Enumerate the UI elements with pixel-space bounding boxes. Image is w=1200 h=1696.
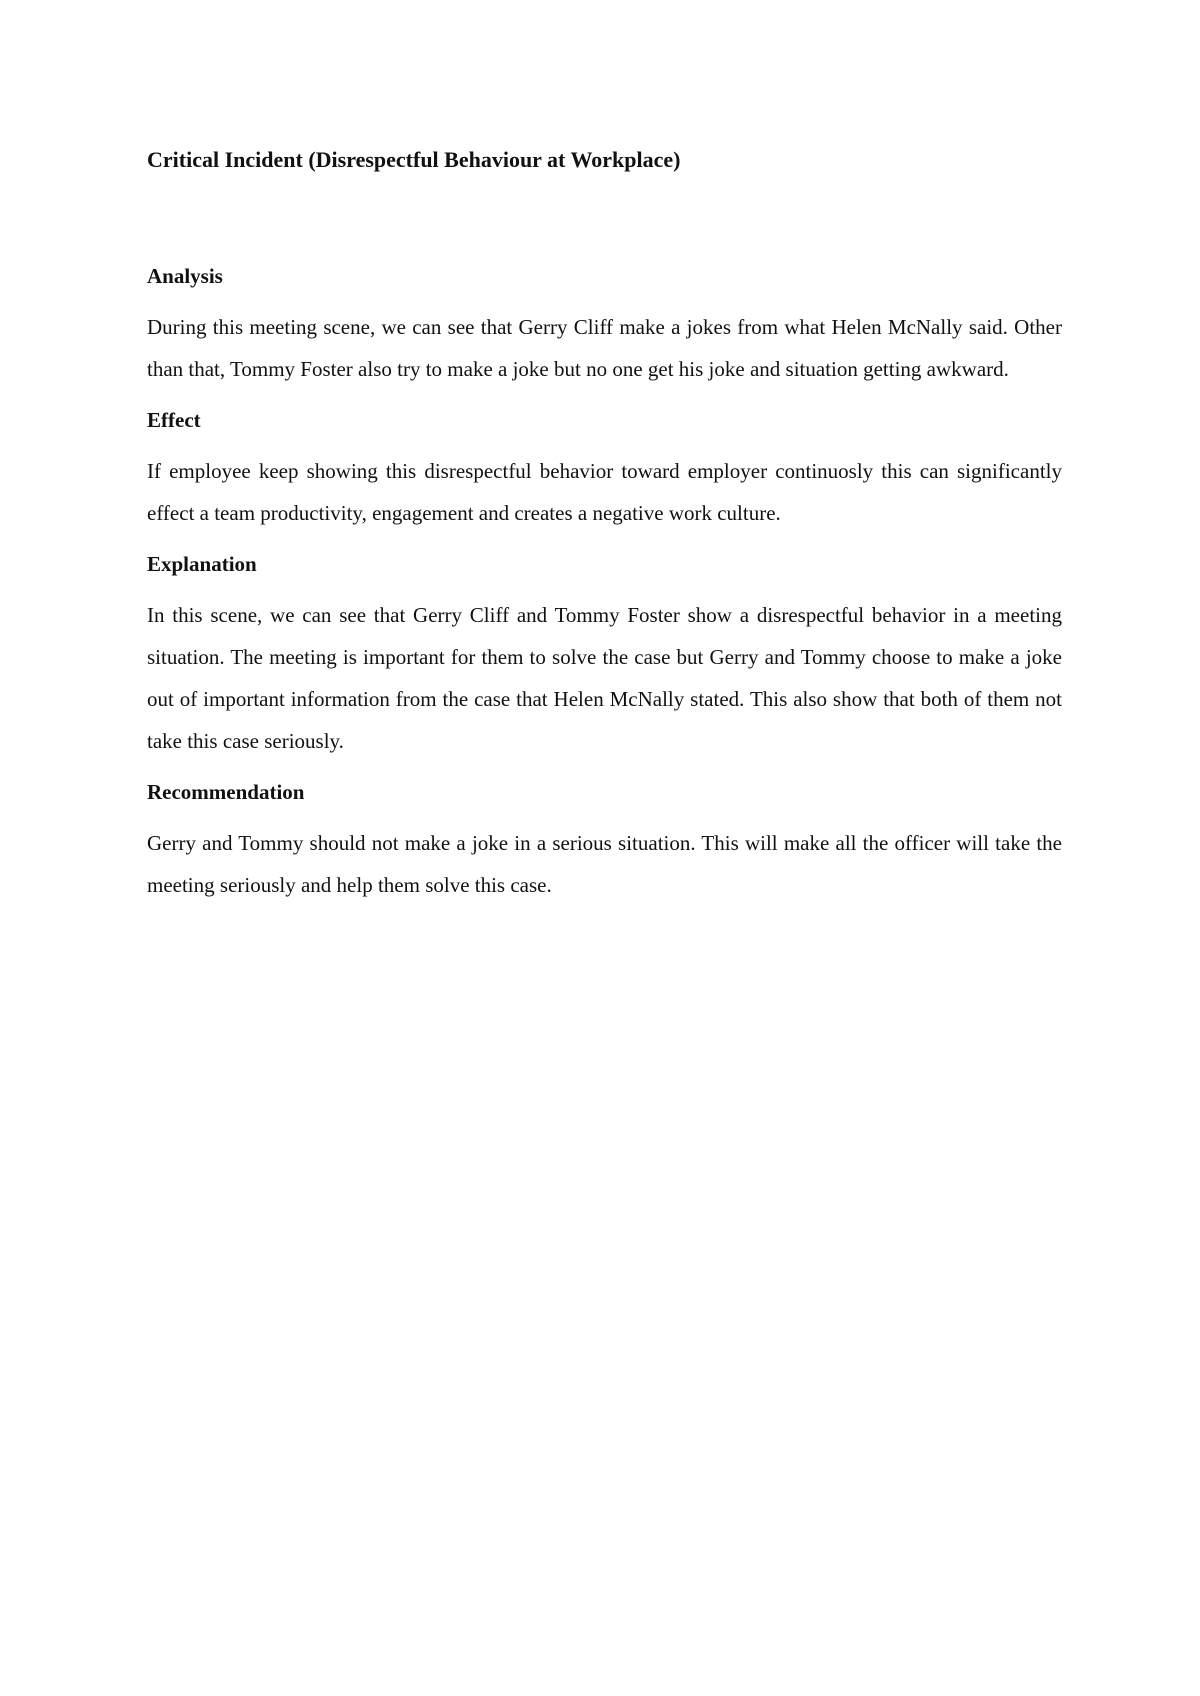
document-title: Critical Incident (Disrespectful Behaviour at Workplace) [147,147,681,172]
section-body-effect: If employee keep showing this disrespectful behavior toward employer continuosly this can significantly effect a team productivity, engagement and creates a negative work culture. [147,459,1062,525]
section-heading-recommendation: Recommendation [147,780,305,804]
section-heading-effect: Effect [147,408,201,432]
section-body-explanation: In this scene, we can see that Gerry Cliff and Tommy Foster show a disrespectful behavior in a meeting situation. The meeting is important for them to solve the case but Gerry and Tommy choose to make a joke out of important information from the case that Helen McNally stated. This also show that both of them not take this case seriously. [147,603,1062,753]
section-body-recommendation: Gerry and Tommy should not make a joke in a serious situation. This will make all the officer will take the meeting seriously and help them solve this case. [147,831,1062,897]
document-content [147,142,1062,918]
section-heading-explanation: Explanation [147,552,257,576]
section-heading-analysis: Analysis [147,264,223,288]
section-body-analysis: During this meeting scene, we can see that Gerry Cliff make a jokes from what Helen McNally said. Other than that, Tommy Foster also try to make a joke but no one get his joke and situation getting awkward. [147,315,1062,381]
